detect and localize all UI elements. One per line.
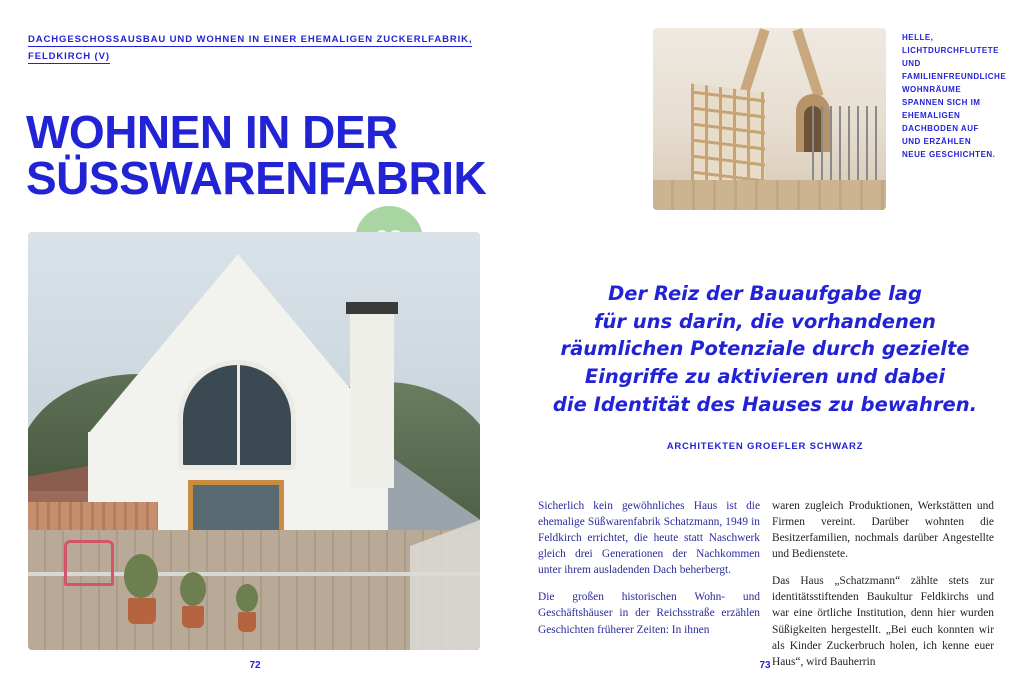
pull-quote-line-2: für uns darin, die vorhandenen xyxy=(594,309,936,333)
flower-pot-3 xyxy=(238,612,256,632)
wooden-floor xyxy=(653,180,886,210)
flower-pot-2 xyxy=(182,606,204,628)
house-photo xyxy=(28,232,480,650)
body-column-2 xyxy=(772,498,994,681)
page-number-left: 72 xyxy=(249,660,261,671)
pull-quote-line-3: räumlichen Potenziale durch gezielte xyxy=(560,337,970,361)
attic-photo xyxy=(653,28,886,210)
pull-quote-line-1: Der Reiz der Bauaufgabe lag xyxy=(608,282,922,305)
body-paragraph: Die großen historischen Wohn- und Geschäftshäuser in der Reichsstraße erzählen Geschichten früherer Zeiten: In ihnen xyxy=(538,591,760,636)
flower-pot-1 xyxy=(128,598,156,624)
headline-line-1: WOHNEN IN DER xyxy=(26,105,398,158)
window-mullion xyxy=(237,365,240,465)
page-number-right: 73 xyxy=(759,660,771,671)
body-paragraph: Das Haus „Schatzmann“ zählte stets zur identitätsstiftenden Baukultur Feldkirchs und war eine örtliche Institution, denn hier wurden Süßigkeiten hergestellt. „Bei euch konnten wir als Kinder Zuckerbruch holen, ich kenne euer Haus“, wird Bauherrin xyxy=(772,575,994,668)
kicker-line-1: DACHGESCHOSSAUSBAU UND WOHNEN IN EINER EHEMALIGEN ZUCKERLFABRIK, xyxy=(28,34,473,45)
pull-quote-line-4: Eingriffe zu aktivieren und dabei xyxy=(584,365,946,389)
kicker-line-2: FELDKIRCH (V) xyxy=(28,50,110,62)
page-title xyxy=(26,105,496,204)
body-paragraph: Sicherlich kein gewöhnliches Haus ist die ehemalige Süßwarenfabrik Schatzmann, 1949 in Feldkirch errichtet, die heute statt Naschwerk gleich drei Generationen der Nachkommen unter ihrem ausladenden Dach beherbergt. xyxy=(538,500,760,577)
plant-1 xyxy=(124,554,158,598)
arched-window xyxy=(178,360,296,470)
body-paragraph: waren zugleich Produktionen, Werkstätten und Firmen vereint. Darüber wohnten die Besitzerfamilien, nochmals darüber Angestellte und Bedienstete. xyxy=(772,500,994,561)
plant-2 xyxy=(180,572,206,606)
body-column-1 xyxy=(538,498,760,649)
headline-line-2: SÜSSWARENFABRIK xyxy=(26,151,487,204)
chimney-cap xyxy=(346,302,398,314)
quote-attribution: ARCHITEKTEN GROEFLER SCHWARZ xyxy=(666,441,864,452)
article-kicker xyxy=(28,32,478,65)
photo-caption: HELLE, LICHTDURCHFLUTETE UND FAMILIENFREUNDLICHE WOHNRÄUME SPANNEN SICH IM EHEMALIGEN DACHBODEN AUF UND ERZÄHLEN NEUE GESCHICHTEN. xyxy=(902,33,1007,159)
right-page xyxy=(510,0,1020,698)
patio-chair xyxy=(64,540,114,586)
pull-quote-line-5: die Identität des Hauses zu bewahren. xyxy=(552,392,978,416)
chimney xyxy=(350,310,394,488)
plant-3 xyxy=(236,584,258,612)
pull-quote xyxy=(530,280,1000,418)
